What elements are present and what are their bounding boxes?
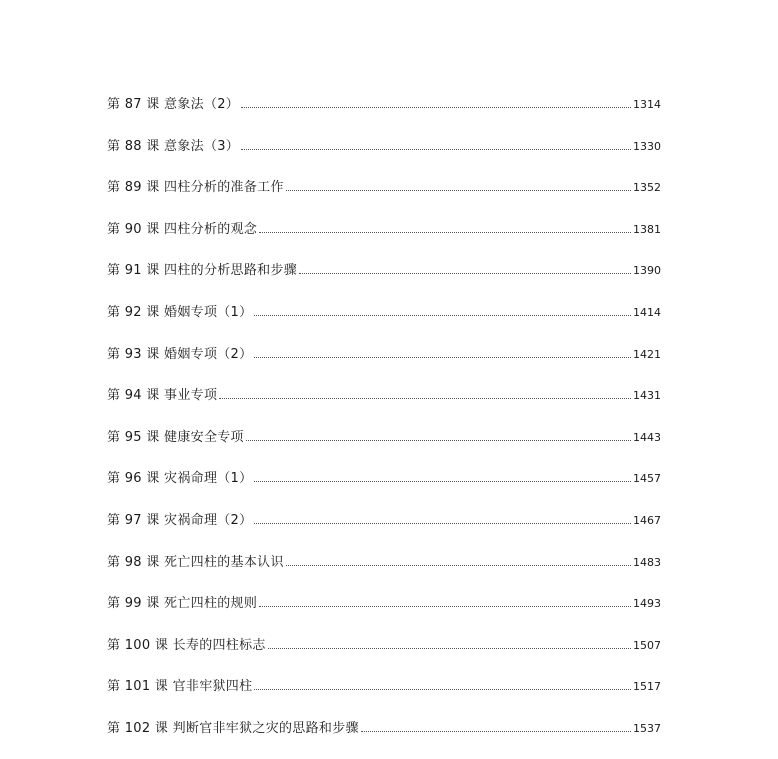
toc-entry[interactable] [107,384,661,426]
toc-entry-title: 第 95 课 健康安全专项 [107,429,244,445]
toc-entry[interactable] [107,426,661,468]
dot-leader [254,480,631,482]
toc-entry[interactable] [107,675,661,717]
toc-entry-page: 1443 [633,430,661,444]
toc-entry-title: 第 93 课 婚姻专项（2） [107,346,253,362]
toc-entry[interactable] [107,218,661,260]
toc-entry-page: 1421 [633,347,661,361]
toc-entry-title: 第 92 课 婚姻专项（1） [107,304,253,320]
dot-leader [259,605,631,607]
toc-entry-title: 第 102 课 判断官非牢狱之灾的思路和步骤 [107,720,359,736]
toc-entry-page: 1414 [633,305,661,319]
toc-entry-title: 第 96 课 灾祸命理（1） [107,471,253,487]
toc-entry[interactable] [107,259,661,301]
toc-entry-page: 1537 [633,721,661,735]
dot-leader [361,730,631,732]
dot-leader [254,314,631,316]
toc-entry[interactable] [107,551,661,593]
toc-entry-page: 1457 [633,472,661,486]
toc-entry-page: 1483 [633,555,661,569]
toc-entry-title: 第 91 课 四柱的分析思路和步骤 [107,263,298,279]
toc-entry-page: 1507 [633,638,661,652]
dot-leader [254,356,631,358]
table-of-contents [107,93,661,759]
toc-entry-title: 第 89 课 四柱分析的准备工作 [107,180,284,196]
toc-entry-page: 1352 [633,181,661,195]
toc-entry-page: 1381 [633,222,661,236]
toc-entry-page: 1493 [633,597,661,611]
dot-leader [241,106,631,108]
toc-entry[interactable] [107,592,661,634]
toc-entry-page: 1517 [633,680,661,694]
toc-entry[interactable] [107,467,661,509]
dot-leader [286,564,631,566]
dot-leader [268,647,631,649]
dot-leader [219,397,631,399]
toc-entry-title: 第 87 课 意象法（2） [107,97,240,112]
toc-entry-page: 1330 [633,139,661,153]
toc-entry[interactable] [107,176,661,218]
toc-entry-title: 第 100 课 长寿的四柱标志 [107,637,266,653]
toc-entry[interactable] [107,301,661,343]
toc-entry[interactable] [107,93,661,135]
toc-entry[interactable] [107,343,661,385]
toc-entry-page: 1467 [633,513,661,527]
dot-leader [259,231,631,233]
toc-entry-page: 1314 [633,98,661,111]
toc-entry-title: 第 97 课 灾祸命理（2） [107,512,253,528]
dot-leader [246,439,631,441]
dot-leader [241,148,631,150]
toc-entry-page: 1431 [633,389,661,403]
toc-entry-title: 第 101 课 官非牢狱四柱 [107,679,253,695]
toc-entry[interactable] [107,717,661,759]
toc-entry-title: 第 88 课 意象法（3） [107,138,240,154]
toc-entry[interactable] [107,634,661,676]
toc-entry-title: 第 98 课 死亡四柱的基本认识 [107,554,284,570]
toc-entry-page: 1390 [633,264,661,278]
toc-entry[interactable] [107,135,661,177]
toc-entry-title: 第 99 课 死亡四柱的规则 [107,596,258,612]
dot-leader [254,688,631,690]
toc-entry-title: 第 90 课 四柱分析的观念 [107,221,258,237]
toc-entry[interactable] [107,509,661,551]
dot-leader [254,522,631,524]
toc-entry-title: 第 94 课 事业专项 [107,388,218,404]
dot-leader [299,272,631,274]
dot-leader [286,189,631,191]
